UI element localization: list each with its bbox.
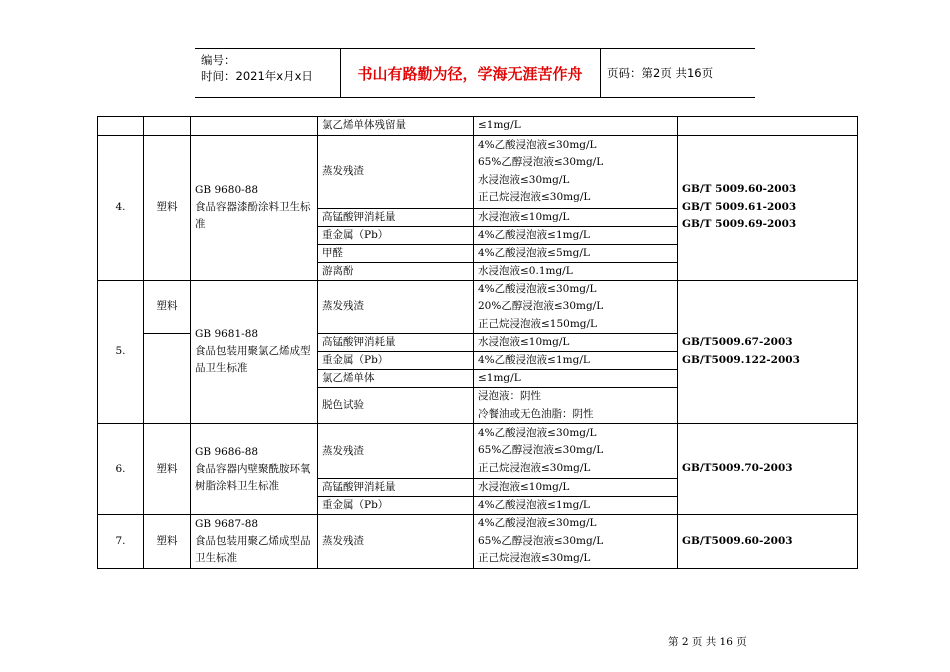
limit-line: 4%乙酸浸泡液≤30mg/L: [478, 517, 597, 530]
limit-cell: 4%乙酸浸泡液≤1mg/L: [474, 497, 678, 515]
item-cell: 游离酚: [318, 262, 474, 280]
item-cell: 高锰酸钾消耗量: [318, 208, 474, 226]
table-row: [98, 515, 858, 569]
limit-cell: 4%乙酸浸泡液≤1mg/L: [474, 352, 678, 370]
limit-line: 正己烷浸泡液≤30mg/L: [478, 552, 591, 565]
item-cell: 高锰酸钾消耗量: [318, 479, 474, 497]
limit-line: 65%乙醇浸泡液≤30mg/L: [478, 156, 604, 168]
standard-code: GB 9687-88: [195, 518, 259, 530]
limit-line: 正己烷浸泡液≤30mg/L: [478, 461, 591, 474]
method-cell: [678, 117, 858, 136]
material-cell: 塑料: [144, 515, 191, 569]
table-row: [98, 424, 858, 479]
limit-line: 65%乙醇浸泡液≤30mg/L: [478, 534, 604, 547]
standard-code: GB 9686-88: [195, 445, 259, 458]
limit-cell: [474, 135, 678, 208]
item-cell: 重金属（Pb）: [318, 497, 474, 515]
limit-line: ≤1mg/L: [478, 119, 521, 131]
limit-line: 浸泡液：阴性: [478, 390, 541, 402]
standard-code: GB 9680-88: [195, 184, 259, 196]
code-label: 编号：: [201, 53, 236, 67]
standard-title: 食品包装用聚乙烯成型品卫生标准: [195, 535, 311, 564]
limit-line: 正己烷浸泡液≤30mg/L: [478, 191, 591, 203]
limit-cell: 水浸泡液≤0.1mg/L: [474, 262, 678, 280]
item-cell: 氯乙烯单体: [318, 370, 474, 388]
limit-line: 4%乙酸浸泡液≤30mg/L: [478, 138, 597, 151]
item-cell: 蒸发残渣: [318, 424, 474, 479]
table-row: [98, 135, 858, 208]
limit-line: 冷餐油或无色油脂：阴性: [478, 407, 594, 420]
time-label: 时间：2021年x月x日: [201, 69, 313, 83]
method-line: GB/T5009.122-2003: [682, 353, 800, 366]
row-number: [98, 117, 144, 136]
standard-cell: [191, 515, 318, 569]
method-cell: [678, 280, 858, 424]
limit-line: 水浸泡液≤30mg/L: [478, 173, 570, 186]
row-number: 4.: [98, 135, 144, 280]
table-row: [98, 280, 858, 334]
item-cell: 甲醛: [318, 244, 474, 262]
row-number: 5.: [98, 280, 144, 424]
row-number: 7.: [98, 515, 144, 569]
limit-cell: 水浸泡液≤10mg/L: [474, 479, 678, 497]
method-line: GB/T 5009.69-2003: [682, 218, 797, 231]
item-cell: 高锰酸钾消耗量: [318, 334, 474, 352]
item-cell: 蒸发残渣: [318, 135, 474, 208]
limit-cell: [474, 424, 678, 479]
table-row: [98, 117, 858, 136]
limit-line: 20%乙醇浸泡液≤30mg/L: [478, 300, 604, 312]
material-cell: 塑料: [144, 280, 191, 334]
item-cell: 重金属（Pb）: [318, 226, 474, 244]
row-number: 6.: [98, 424, 144, 515]
standard-cell: [191, 117, 318, 136]
standard-title: 食品容器漆酚涂料卫生标准: [195, 201, 311, 230]
item-cell: 脱色试验: [318, 388, 474, 424]
limit-cell: 水浸泡液≤10mg/L: [474, 334, 678, 352]
standard-title: 食品容器内壁聚酰胺环氧树脂涂料卫生标准: [195, 462, 311, 492]
limit-cell: 水浸泡液≤10mg/L: [474, 208, 678, 226]
item-cell: 氯乙烯单体残留量: [318, 117, 474, 136]
method-line: GB/T5009.67-2003: [682, 336, 793, 349]
limit-line: 4%乙酸浸泡液≤30mg/L: [478, 426, 597, 439]
method-line: GB/T5009.60-2003: [682, 534, 793, 547]
limit-cell: [474, 515, 678, 569]
standards-table: [97, 116, 858, 569]
limit-line: 65%乙醇浸泡液≤30mg/L: [478, 444, 604, 457]
item-cell: 蒸发残渣: [318, 515, 474, 569]
method-cell: [678, 135, 858, 280]
material-cell: 塑料: [144, 135, 191, 280]
method-line: GB/T 5009.60-2003: [682, 183, 797, 196]
limit-cell: [474, 117, 678, 136]
method-cell: [678, 515, 858, 569]
limit-line: 4%乙酸浸泡液≤30mg/L: [478, 282, 597, 295]
limit-cell: ≤1mg/L: [474, 370, 678, 388]
header-meta: [195, 49, 341, 97]
standard-cell: [191, 280, 318, 424]
method-line: GB/T 5009.61-2003: [682, 200, 797, 213]
method-line: GB/T5009.70-2003: [682, 462, 793, 475]
limit-cell: [474, 388, 678, 424]
material-cell: 塑料: [144, 424, 191, 515]
material-cell: [144, 117, 191, 136]
limit-cell: [474, 280, 678, 334]
standard-cell: [191, 424, 318, 515]
limit-line: 正己烷浸泡液≤150mg/L: [478, 317, 598, 330]
page-label: 页码：第2页 共16页: [607, 66, 714, 80]
page-header: [195, 48, 755, 98]
motto: 书山有路勤为径，学海无涯苦作舟: [340, 49, 601, 97]
limit-cell: 4%乙酸浸泡液≤1mg/L: [474, 226, 678, 244]
limit-cell: 4%乙酸浸泡液≤5mg/L: [474, 244, 678, 262]
item-cell: 重金属（Pb）: [318, 352, 474, 370]
item-cell: 蒸发残渣: [318, 280, 474, 334]
material-cell: [144, 334, 191, 424]
page-footer: 第 2 页 共 16 页: [668, 636, 747, 648]
method-cell: [678, 424, 858, 515]
standard-code: GB 9681-88: [195, 328, 259, 341]
standard-cell: [191, 135, 318, 280]
standard-title: 食品包装用聚氯乙烯成型品卫生标准: [195, 345, 311, 375]
